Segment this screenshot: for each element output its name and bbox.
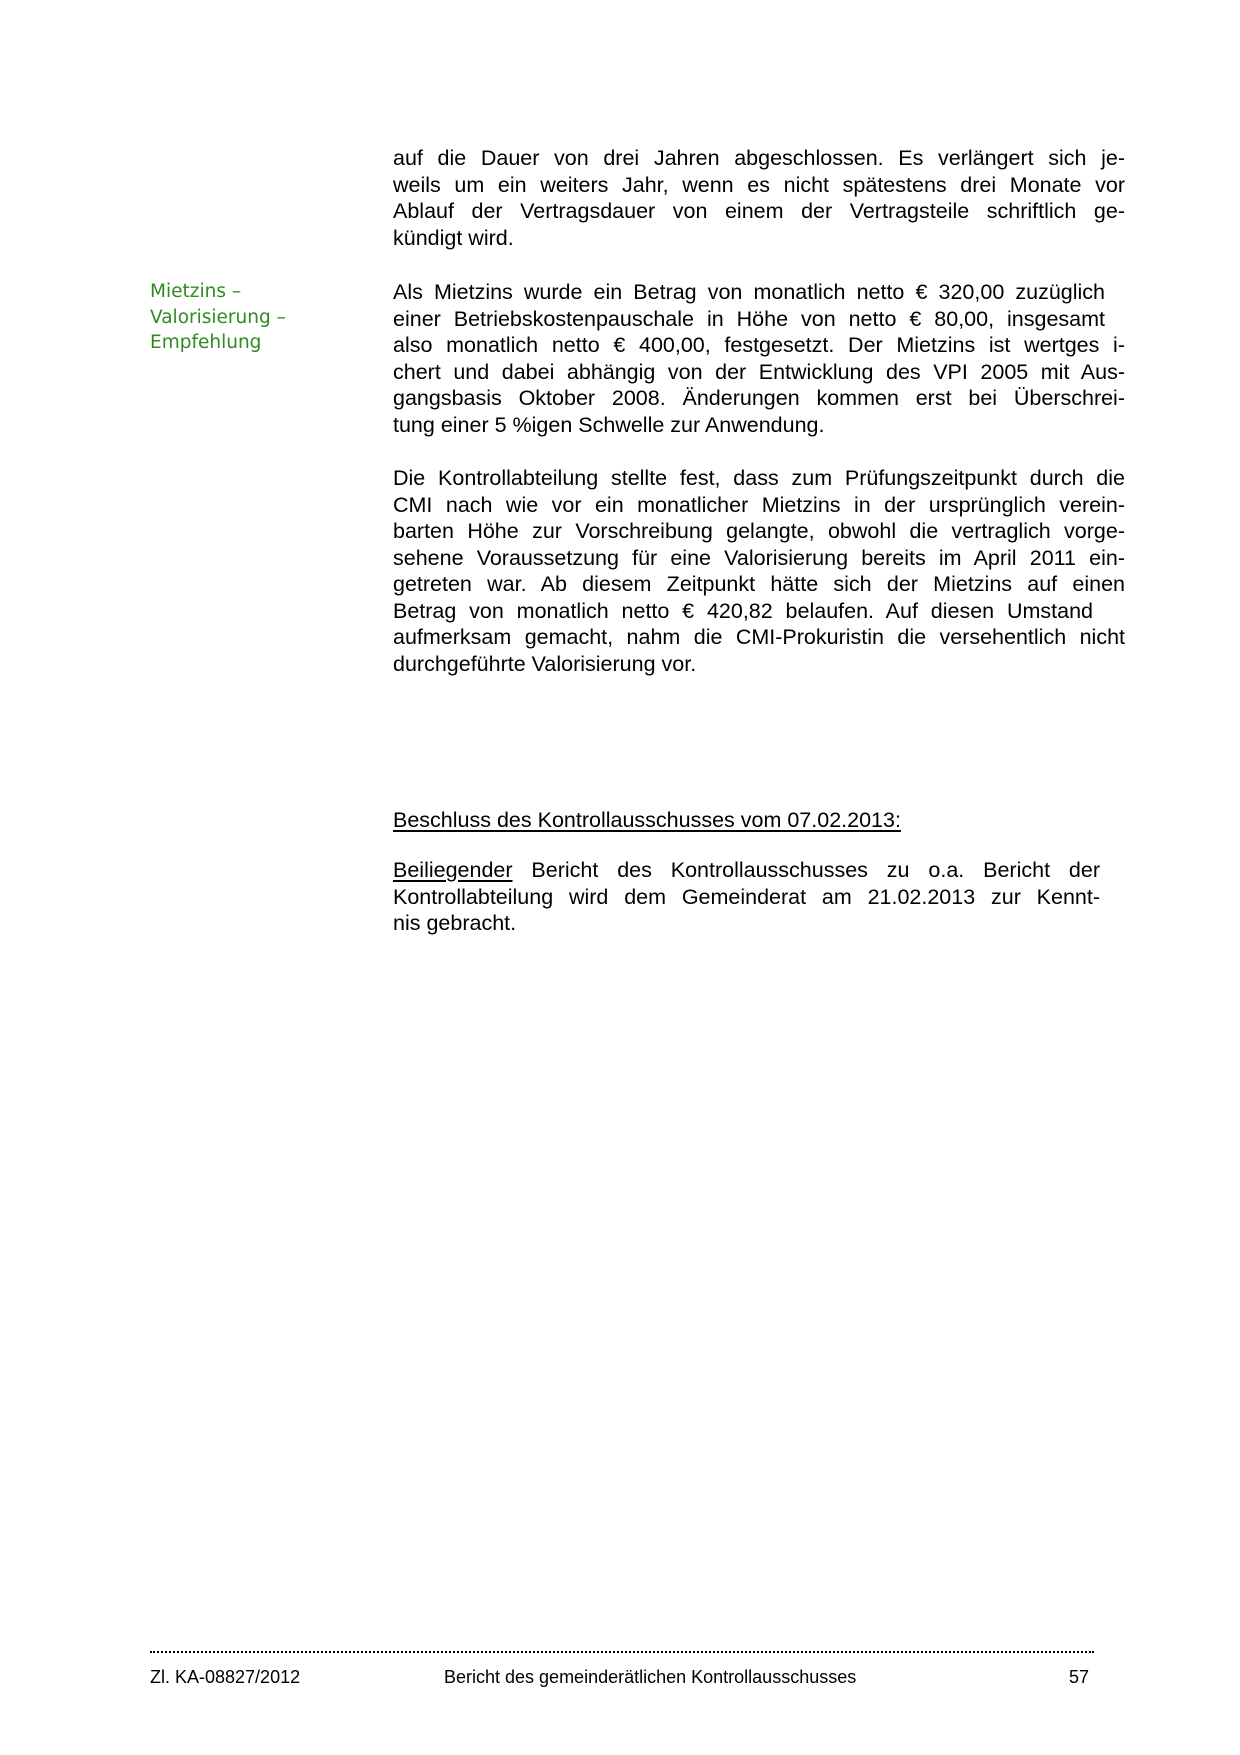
footer-reference: Zl. KA-08827/2012	[150, 1667, 301, 1687]
text-line: chert und dabei abhängig von der Entwicklung des VPI 2005 mit Aus-	[393, 359, 1125, 384]
margin-note-line: Empfehlung	[150, 332, 262, 353]
text-line	[393, 857, 1100, 884]
text-line: einer Betriebskostenpauschale in Höhe von netto € 80,00, insgesamt	[393, 306, 1105, 331]
margin-note-line: Valorisierung –	[150, 306, 286, 328]
page-number: 57	[1069, 1667, 1090, 1687]
paragraph-rent	[393, 279, 1125, 438]
text-line: Kontrollabteilung wird dem Gemeinderat am 21.02.2013 zur Kennt-	[393, 884, 1100, 909]
text-line: Als Mietzins wurde ein Betrag von monatlich netto € 320,00 zuzüglich	[393, 280, 1105, 304]
text-line: also monatlich netto € 400,00, festgesetzt. Der Mietzins ist wertges i-	[393, 333, 1125, 357]
text-line: barten Höhe zur Vorschreibung gelangte, obwohl die vertraglich vorge-	[393, 519, 1125, 543]
text-line: durchgeführte Valorisierung vor.	[393, 651, 697, 676]
paragraph-findings	[393, 465, 1125, 677]
resolution-text	[393, 857, 1100, 937]
text-line: gangsbasis Oktober 2008. Änderungen kommen erst bei Überschrei-	[393, 386, 1125, 410]
text-line: Betrag von monatlich netto € 420,82 belaufen. Auf diesen Umstand	[393, 598, 1093, 623]
footer-title: Bericht des gemeinderätlichen Kontrollausschusses	[444, 1667, 857, 1687]
text-line: tung einer 5 %igen Schwelle zur Anwendung.	[393, 412, 825, 437]
text-line: weils um ein weiters Jahr, wenn es nicht spätestens drei Monate vor	[393, 172, 1125, 197]
text-line: kündigt wird.	[393, 225, 514, 250]
text-line: getreten war. Ab diesem Zeitpunkt hätte sich der Mietzins auf einen	[393, 572, 1125, 596]
text-line: sehene Voraussetzung für eine Valorisierung bereits im April 2011 ein-	[393, 545, 1125, 570]
margin-note	[150, 279, 350, 356]
resolution-heading-text: Beschluss des Kontrollausschusses vom 07.02.2013:	[393, 808, 901, 832]
resolution-line-1-rest: Bericht des Kontrollausschusses zu o.a. Bericht der	[512, 858, 1100, 882]
resolution-heading	[393, 807, 1125, 834]
text-line: Ablauf der Vertragsdauer von einem der Vertragsteile schriftlich ge-	[393, 199, 1125, 223]
text-line: aufmerksam gemacht, nahm die CMI-Prokuristin die versehentlich nicht	[393, 625, 1125, 649]
resolution-lead-word: Beiliegender	[393, 858, 513, 882]
text-line: CMI nach wie vor ein monatlicher Mietzins in der ursprünglich verein-	[393, 492, 1125, 517]
margin-note-line: Mietzins –	[150, 281, 242, 302]
paragraph-contract-term	[393, 145, 1125, 251]
text-line: auf die Dauer von drei Jahren abgeschlossen. Es verlängert sich je-	[393, 146, 1125, 170]
text-line: nis gebracht.	[393, 911, 517, 935]
footer-divider	[150, 1651, 1094, 1653]
text-line: Die Kontrollabteilung stellte fest, dass zum Prüfungszeitpunkt durch die	[393, 466, 1125, 490]
